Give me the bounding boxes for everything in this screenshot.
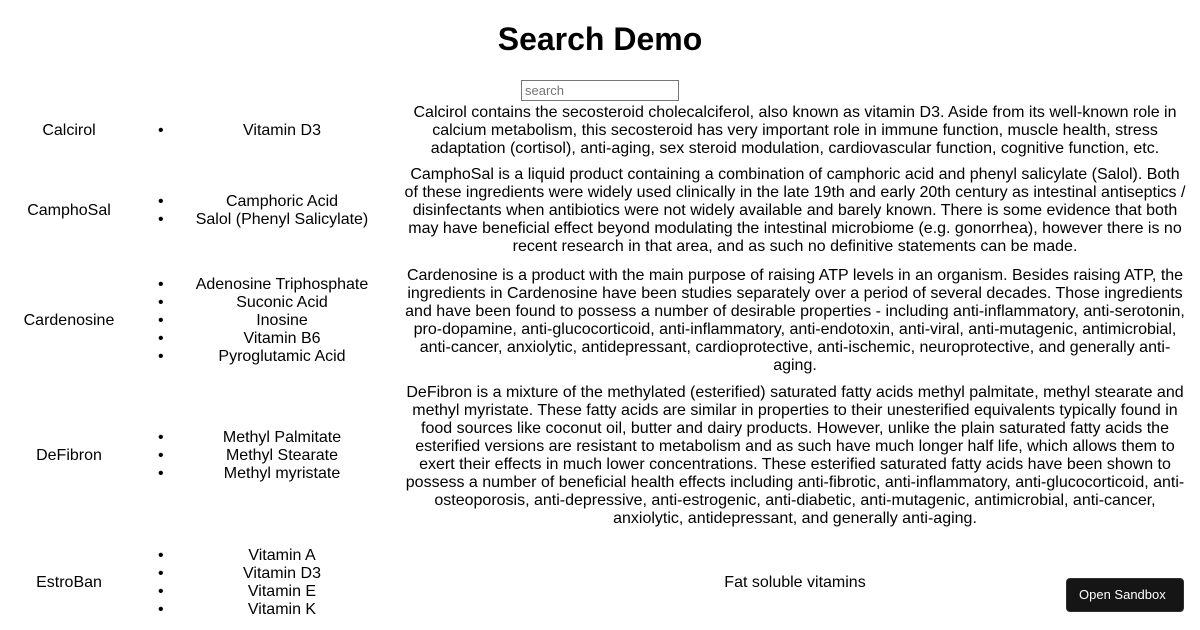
bullet-icon: • <box>158 276 164 293</box>
product-name: CamphoSal <box>27 202 111 219</box>
ingredient-label: Vitamin E <box>247 583 317 600</box>
bullet-icon: • <box>158 583 164 600</box>
product-row-calcirol <box>0 104 1200 158</box>
ingredient-list <box>138 547 400 619</box>
ingredient-item <box>158 465 400 483</box>
ingredient-item <box>158 193 400 211</box>
ingredient-item <box>158 294 400 312</box>
bullet-icon: • <box>158 565 164 582</box>
product-row-cardenosine <box>0 267 1200 375</box>
product-description: Cardenosine is a product with the main purpose of raising ATP levels in an organism. Besides raising ATP, the ingredients in Cardenosine have been studies separately over a period of several decades. Those ingredients and have been found to possess a number of desirable properties - including anti-inflammatory, anti-serotonin, pro-dopamine, anti-glucocorticoid, anti-inflammatory, anti-endotoxin, anti-viral, anti-mutagenic, antimicrobial, anti-cancer, anxiolytic, antidepressant, cardioprotective, anti-ischemic, neuroprotective, and generally anti-aging. <box>405 267 1185 374</box>
ingredient-label: Camphoric Acid <box>225 193 339 210</box>
ingredient-label: Methyl myristate <box>223 465 341 482</box>
ingredient-item <box>158 348 400 366</box>
bullet-icon: • <box>158 312 164 329</box>
search-input[interactable] <box>521 80 679 101</box>
bullet-icon: • <box>158 447 164 464</box>
ingredient-label: Vitamin B6 <box>243 330 321 347</box>
bullet-icon: • <box>158 211 164 228</box>
ingredient-list <box>138 429 400 483</box>
ingredient-list <box>138 193 400 229</box>
bullet-icon: • <box>158 547 164 564</box>
ingredient-label: Adenosine Triphosphate <box>195 276 369 293</box>
product-list <box>0 104 1200 619</box>
ingredient-item <box>158 122 400 140</box>
page-title: Search Demo <box>497 21 703 57</box>
ingredient-item <box>158 312 400 330</box>
ingredient-label: Methyl Palmitate <box>222 429 342 446</box>
ingredient-label: Vitamin K <box>247 601 317 618</box>
ingredient-label: Salol (Phenyl Salicylate) <box>195 211 369 228</box>
ingredient-list <box>138 122 400 140</box>
ingredient-item <box>158 330 400 348</box>
ingredient-item <box>158 547 400 565</box>
bullet-icon: • <box>158 193 164 210</box>
product-row-defibron <box>0 384 1200 528</box>
bullet-icon: • <box>158 601 164 618</box>
ingredient-label: Suconic Acid <box>236 294 328 311</box>
ingredient-label: Inosine <box>256 312 308 329</box>
product-description: CamphoSal is a liquid product containing a combination of camphoric acid and phenyl salicylate (Salol). Both of these ingredients were widely used clinically in the late 19th and early 20th century as intestinal antiseptics / disinfectants when antibiotics were not widely available and barely known. There is some evidence that both may have beneficial effect beyond modulating the intestinal microbiome (e.g. gonorrhea), however there is no recent research in that area, and as such no definitive statements can be made. <box>404 166 1186 255</box>
ingredient-label: Vitamin D3 <box>243 122 321 139</box>
ingredient-item <box>158 211 400 229</box>
ingredient-label: Vitamin D3 <box>243 565 321 582</box>
product-description: Calcirol contains the secosteroid cholecalciferol, also known as vitamin D3. Aside from its well-known role in calcium metabolism, this secosteroid has very important role in immune function, muscle health, stress adaptation (cortisol), anti-aging, sex steroid modulation, cardiovascular function, cognitive function, etc. <box>413 104 1177 157</box>
open-sandbox-button[interactable]: Open Sandbox <box>1066 578 1184 612</box>
bullet-icon: • <box>158 294 164 311</box>
product-row-camphosal <box>0 166 1200 256</box>
bullet-icon: • <box>158 465 164 482</box>
bullet-icon: • <box>158 122 164 139</box>
bullet-icon: • <box>158 348 164 365</box>
ingredient-label: Vitamin A <box>248 547 316 564</box>
product-description: Fat soluble vitamins <box>724 574 866 591</box>
ingredient-item <box>158 601 400 619</box>
ingredient-item <box>158 565 400 583</box>
product-name: Cardenosine <box>23 312 115 329</box>
ingredient-label: Methyl Stearate <box>225 447 339 464</box>
bullet-icon: • <box>158 429 164 446</box>
ingredient-item <box>158 583 400 601</box>
ingredient-item <box>158 276 400 294</box>
bullet-icon: • <box>158 330 164 347</box>
ingredient-item <box>158 429 400 447</box>
product-description: DeFibron is a mixture of the methylated (esterified) saturated fatty acids methyl palmitate, methyl stearate and methyl myristate. These fatty acids are similar in properties to their unesterified equivalents typically found in food sources like coconut oil, butter and dairy products. However, unlike the plain saturated fatty acids the esterified versions are resistant to metabolism and as such have much longer half life, which allows them to exert their effects in much lower concentrations. These esterified saturated fatty acids have been shown to possess a number of beneficial health effects including anti-fibrotic, anti-inflammatory, anti-glucocorticoid, anti-osteoporosis, anti-depressive, anti-estrogenic, anti-diabetic, anti-mutagenic, antimicrobial, anti-cancer, anxiolytic, antidepressant, and generally anti-aging. <box>405 384 1185 527</box>
product-name: Calcirol <box>42 122 96 139</box>
ingredient-item <box>158 447 400 465</box>
product-name: EstroBan <box>36 574 102 591</box>
product-row-estroban <box>0 547 1200 619</box>
ingredient-list <box>138 276 400 366</box>
ingredient-label: Pyroglutamic Acid <box>218 348 346 365</box>
product-name: DeFibron <box>36 447 102 464</box>
